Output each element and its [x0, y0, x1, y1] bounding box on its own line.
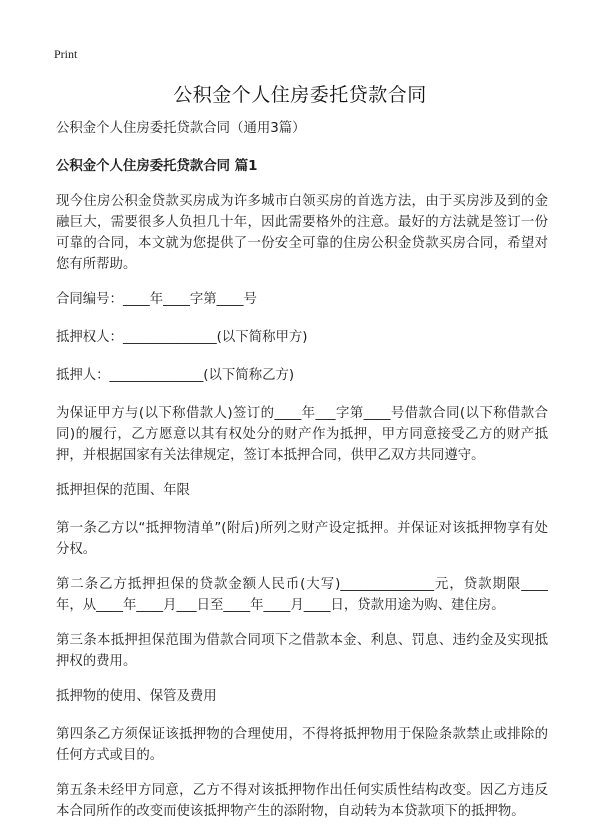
section-scope-heading: 抵押担保的范围、年限 — [56, 483, 190, 498]
article-2: 第二条乙方抵押担保的贷款金额人民币(大写)______________元，贷款期限____年，从____年____月___日至____年____月____日，贷款用途为购、建住房。 — [56, 577, 548, 613]
article-5: 第五条未经甲方同意，乙方不得对该抵押物作出任何实质性结构改变。因乙方违反本合同所作的改变而使该抵押物产生的添附物，自动转为本贷款项下的抵押物。 — [56, 783, 548, 819]
article-3: 第三条本抵押担保范围为借款合同项下之借款本金、利息、罚息、违约金及实现抵押权的费用。 — [56, 633, 548, 669]
print-label: Print — [54, 47, 78, 61]
mortgagor-line: 抵押人：______________(以下简称乙方) — [56, 368, 295, 383]
article-4: 第四条乙方须保证该抵押物的合理使用，不得将抵押物用于保险条款禁止或排除的任何方式或目的。 — [56, 727, 548, 763]
section-heading: 公积金个人住房委托贷款合同 篇1 — [56, 159, 258, 174]
preamble-paragraph: 为保证甲方与(以下称借款人)签订的____年___字第____号借款合同(以下称借款合同)的履行，乙方愿意以其有权处分的财产作为抵押，甲方同意接受乙方的财产抵押，并根据国家有关法律规定，签订本抵押合同，供甲乙双方共同遵守。 — [56, 406, 548, 463]
intro-paragraph: 现今住房公积金贷款买房成为许多城市白领买房的首选方法，由于买房涉及到的金融巨大，需要很多人负担几十年，因此需要格外的注意。最好的方法就是签订一份可靠的合同，本文就为您提供了一份安全可靠的住房公积金贷款买房合同，希望对您有所帮助。 — [56, 194, 548, 272]
document-body — [56, 118, 548, 836]
article-1: 第一条乙方以“抵押物清单”(附后)所列之财产设定抵押。并保证对该抵押物享有处分权。 — [56, 521, 548, 557]
document-subtitle: 公积金个人住房委托贷款合同（通用3篇） — [56, 121, 306, 136]
document-title: 公积金个人住房委托贷款合同 — [173, 84, 427, 106]
section-use-heading: 抵押物的使用、保管及费用 — [56, 689, 217, 704]
mortgagee-line: 抵押权人：______________(以下简称甲方) — [56, 330, 308, 345]
contract-number-line: 合同编号：____年____字第____号 — [56, 292, 257, 307]
